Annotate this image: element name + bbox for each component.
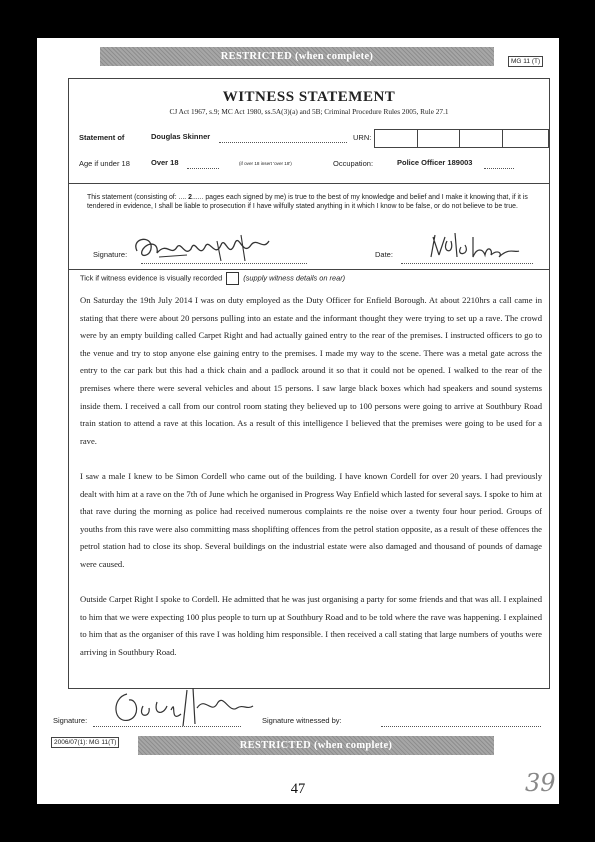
age-label: Age if under 18 — [79, 159, 130, 168]
urn-box-3 — [460, 129, 503, 148]
statement-paragraph: I saw a male I knew to be Simon Cordell who came out of the building. I have known Cordell for over 20 years. I had previously dealt with him at a rave on the 7th of June which he organised in Progress Way Enfield which lasted for several says. I spoke to him at that rave during the morning as police had received numerous complaints re the noise over a twenty four hour period. Groups of youths from this rave were also committing mass shoplifting offences from the petrol station opposite, as a result of these offences the petrol station had to close its shop. Several buildings on the industrial estate were also damaged and thousand of pounds of damage were caused. — [80, 470, 542, 569]
form-title: WITNESS STATEMENT — [222, 89, 396, 105]
divider-declaration — [69, 183, 549, 184]
urn-box-4 — [503, 129, 549, 148]
footer-witnessed-label: Signature witnessed by: — [262, 716, 342, 725]
urn-box-1 — [374, 129, 418, 148]
statement-paragraph: On Saturday the 19th July 2014 I was on duty employed as the Duty Officer for Enfield Borough. At about 2210hrs a call came in stating that there were about 20 persons pulling into an estate and the informant thought they were trying to set up a rave. The crowd were by an empty building called Carpet Right and had actually gained entry to the rear of the premises. I instructed officers to go to the venue and try to stop anyone else gaining entry to the premises. I made my way to the scene. There was a metal gate across the entry to the car park but this had a thick chain and a padlock around it so that it could not be opened. I walked to the rear of the premises where there were several vehicles and about 15 persons. I saw large black boxes which had speakers and sound systems inside them. I received a call from our control room stating they believed up to 100 persons were going to arrive at Southbury Road train station to attend a rave at this location. As a result of this intelligence I believed that the premises were going to be used for a rave. — [80, 295, 542, 446]
footer-witnessed-dots — [381, 726, 541, 727]
form-subtitle: CJ Act 1967, s.9; MC Act 1980, ss.5A(3)(a) and 5B; Criminal Procedure Rules 2005, Rule 27.1 — [169, 107, 449, 116]
declaration-signature-dots — [141, 263, 307, 264]
statement-of-dots — [219, 142, 347, 143]
statement-of-label: Statement of — [79, 133, 125, 142]
divider-visual — [69, 269, 549, 270]
age-note: (if over 18 insert 'over 18') — [239, 161, 292, 166]
declaration-text — [87, 194, 539, 211]
visual-recording-row — [80, 272, 345, 285]
statement-form-frame — [68, 78, 550, 689]
footer-signature-dots — [93, 726, 241, 727]
handwritten-page-number: 39 — [525, 769, 556, 797]
occupation-value: Police Officer 189003 — [397, 158, 473, 167]
declaration-pages-count: 2 — [188, 194, 192, 201]
age-dots — [187, 168, 219, 169]
form-code-bottom: 2006/07(1): MG 11(T) — [51, 737, 119, 748]
witness-statement-page — [37, 38, 559, 804]
declaration-date-dots — [401, 263, 533, 264]
declaration-text-before: This statement (consisting of: .... — [87, 194, 189, 201]
visual-recording-note: (supply witness details on rear) — [243, 273, 346, 283]
declaration-date-handwritten — [425, 229, 525, 263]
declaration-signature — [129, 231, 279, 265]
page-number: 47 — [290, 781, 306, 797]
statement-of-value: Douglas Skinner — [151, 132, 211, 141]
urn-label: URN: — [353, 133, 372, 142]
occupation-label: Occupation: — [333, 159, 374, 168]
restricted-banner-top: RESTRICTED (when complete) — [100, 47, 494, 66]
declaration-date-label: Date: — [375, 250, 393, 259]
occupation-dots — [484, 168, 514, 169]
form-code-top: MG 11 (T) — [508, 56, 543, 67]
declaration-signature-label: Signature: — [93, 250, 128, 259]
statement-body — [80, 292, 542, 679]
statement-paragraph: Outside Carpet Right I spoke to Cordell. He admitted that he was just organising a party for some friends and that was all. I explained to him that we were expecting 100 plus people to turn up at Southbury Road and to be told where the rave was happening. I explained to him that as the organiser of this rave I was holding him responsible. I then received a call stating that large numbers of youths were arriving in Southbury Road. — [80, 594, 542, 657]
urn-box-2 — [417, 129, 460, 148]
visual-recording-label: Tick if witness evidence is visually recorded — [80, 273, 223, 283]
restricted-banner-bottom: RESTRICTED (when complete) — [138, 736, 494, 755]
footer-signature — [107, 684, 257, 732]
visual-recording-checkbox[interactable] — [226, 272, 239, 285]
declaration-text-after: ...... pages each signed by me) is true to the best of my knowledge and belief and I make it knowing that, if it is tendered in evidence, I shall be liable to prosecution if I have wilfully stated anything in it which I know to be false, or do not believe to be true. — [87, 194, 528, 210]
footer-signature-label: Signature: — [53, 716, 88, 725]
age-value: Over 18 — [151, 158, 179, 167]
